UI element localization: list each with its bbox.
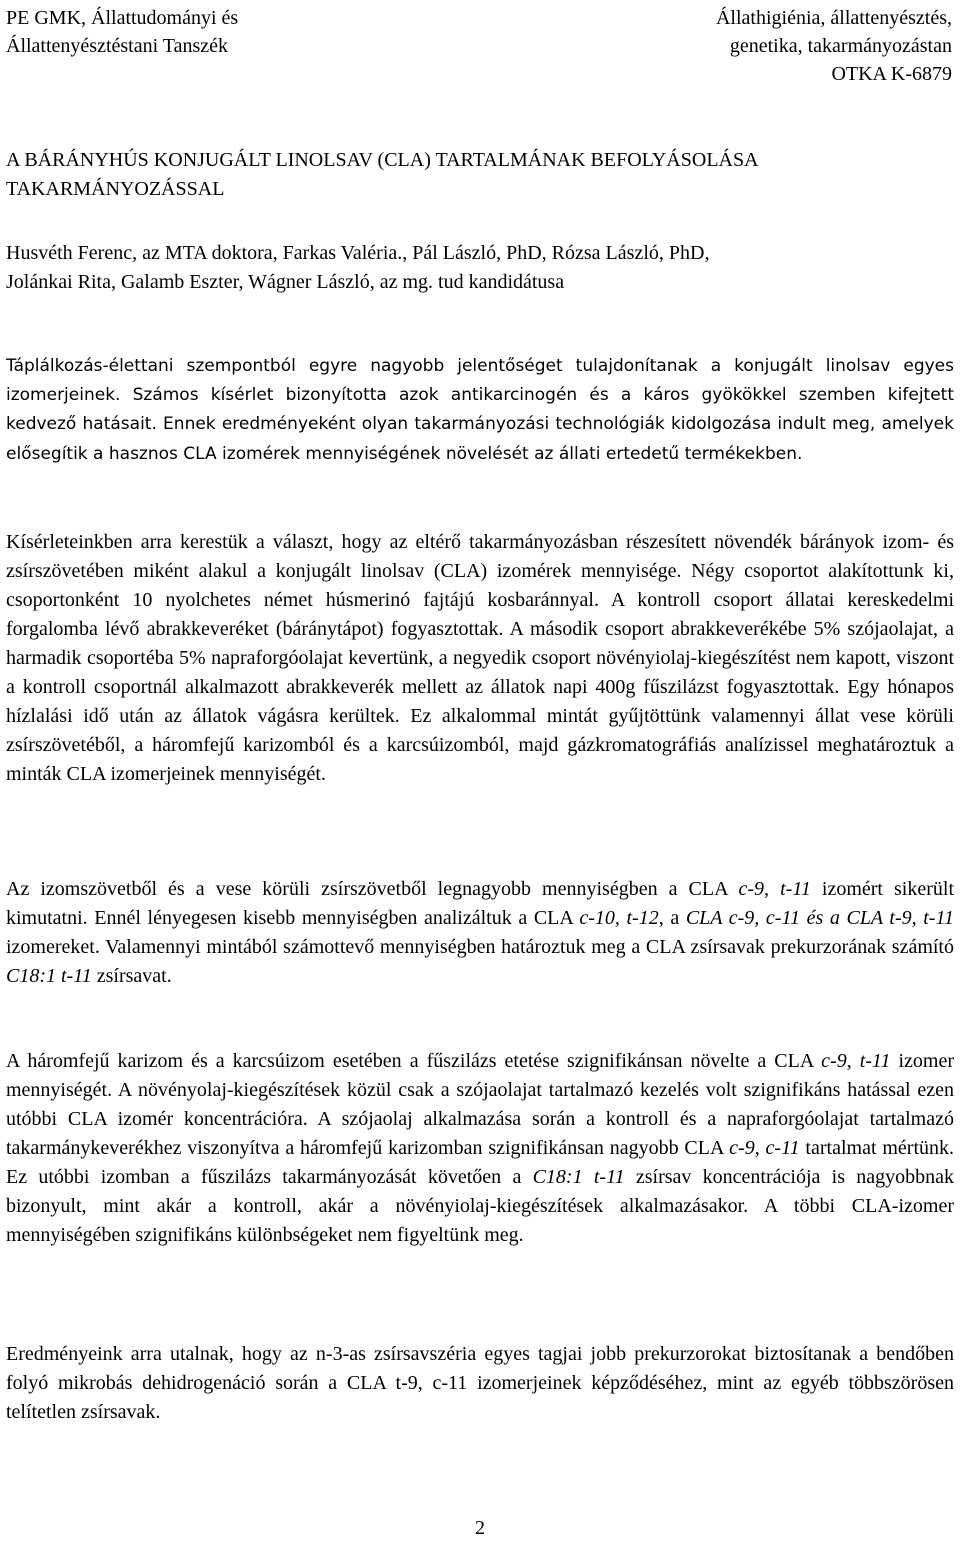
p3-text-5: zsírsavat. <box>91 965 172 987</box>
p3-text-1: Az izomszövetből és a vese körüli zsírszövetből legnagyobb mennyiségben a CLA <box>6 878 728 900</box>
p4-fatty-acid-c181: C18:1 t-11 <box>532 1166 625 1188</box>
header-institution <box>6 4 238 60</box>
paragraph-results-2 <box>6 1047 954 1250</box>
p3-fatty-acid-c181: C18:1 t-11 <box>6 965 92 987</box>
p4-text-3: tartalmat mértünk. Ez utóbbi izomban a fűszilázs takarmányozását követően a <box>6 1137 954 1188</box>
p3-isomer-c9t11: c-9, t-11 <box>738 878 811 900</box>
page-number: 2 <box>475 1517 485 1539</box>
p4-isomer-c9t11: c-9, t-11 <box>821 1050 891 1072</box>
p4-text-2: izomer mennyiségét. A növényolaj-kiegészítések közül csak a szójaolajat tartalmazó kezelés volt szignifikáns hatással ezen utóbbi CLA izomér koncentrációra. A szójaolaj alkalmazása során a kontroll és a napraforgóolajat tartalmazó takarmánykeverékhez viszonyítva a háromfejű karizomban szignifikánsan nagyobb CLA <box>6 1050 954 1159</box>
header-topics <box>716 4 952 88</box>
header-right-line-1: Állathigiénia, állattenyésztés, <box>715 7 952 29</box>
p3-text-2: izomért sikerült kimutatni. Ennél lényegesen kisebb mennyiségben analizáltuk a CLA <box>6 878 955 929</box>
p3-isomers-list: CLA c-9, c-11 és a CLA t-9, t-11 <box>685 907 954 929</box>
authors-line-1: Husvéth Ferenc, az MTA doktora, Farkas Valéria., Pál László, PhD, Rózsa László, PhD, <box>6 242 710 264</box>
authors-line-2: Jolánkai Rita, Galamb Eszter, Wágner László, az mg. tud kandidátusa <box>6 271 565 293</box>
paragraph-intro: Táplálkozás-élettani szempontból egyre nagyobb jelentőséget tulajdonítanak a konjugált linolsav egyes izomerjeinek. Számos kísérlet bizonyította azok antikarcinogén és a káros gyökökkel szemben kifejtett kedvező hatásait. Ennek eredményeként olyan takarmányozási technológiák kidolgozása indult meg, amelyek elősegítik a hasznos CLA izomérek mennyiségének növelését az állati ertedetű termékekben. <box>6 356 954 464</box>
document-title <box>6 146 954 204</box>
header-right-line-3: OTKA K-6879 <box>831 63 952 85</box>
p3-text-4: izomereket. Valamennyi mintából számottevő mennyiségben határoztuk meg a CLA zsírsavak prekurzorának számító <box>6 936 954 958</box>
header-left-line-1: PE GMK, Állattudományi és <box>6 7 239 29</box>
p3-text-3: , a <box>658 907 686 929</box>
paragraph-results-1 <box>6 875 954 991</box>
header-right-line-2: genetika, takarmányozástan <box>729 35 952 57</box>
p4-text-4: zsírsav koncentrációja is nagyobbnak bizonyult, mint akár a kontroll, akár a növényiolaj-kiegészítések alkalmazásakor. A többi CLA-izomer mennyiségében szignifikáns különbségeket nem figyeltünk meg. <box>6 1166 954 1246</box>
p4-isomer-c9c11: c-9, c-11 <box>729 1137 800 1159</box>
paragraph-methods: Kísérleteinkben arra kerestük a választ, hogy az eltérő takarmányozásban részesített növendék bárányok izom- és zsírszövetében miként alakul a konjugált linolsav (CLA) izomérek mennyisége. Négy csoportot alakítottunk ki, csoportonként 10 nyolchetes német húsmerinó fajtájú kosbaránnyal. A kontroll csoport állatai kereskedelmi forgalomba lévő abrakkeveréket (báránytápot) fogyasztottak. A második csoport abrakkeverékébe 5% szójaolajat, a harmadik csoportéba 5% napraforgóolajat kevertünk, a negyedik csoport növényiolaj-kiegészítést nem kapott, viszont a kontroll csoportnál alkalmazott abrakkeverék mellett az állatok napi 400g fűszilázst fogyasztottak. Egy hónapos hízlalási idő után az állatok vágásra kerültek. Ez alkalommal mintát gyűjtöttünk valamennyi állat vese körüli zsírszövetéből, a háromfejű karizomból és a karcsúizomból, majd gázkromatográfiás analízissel meghatároztuk a minták CLA izomerjeinek mennyiségét. <box>6 531 954 785</box>
p4-text-1: A háromfejű karizom és a karcsúizom esetében a fűszilázs etetése szignifikánsan növelte a CLA <box>6 1050 822 1072</box>
p3-isomer-c10t12: c-10, t-12 <box>579 907 659 929</box>
paragraph-conclusion: Eredményeink arra utalnak, hogy az n-3-as zsírsavszéria egyes tagjai jobb prekurzorokat biztosítanak a bendőben folyó mikrobás dehidrogenáció során a CLA t-9, c-11 izomerjeinek képződéséhez, mint az egyéb többszörösen telítetlen zsírsavak. <box>6 1343 954 1423</box>
author-list <box>6 239 954 297</box>
header-left-line-2: Állattenyésztéstani Tanszék <box>6 35 229 57</box>
title-line-2: TAKARMÁNYOZÁSSAL <box>6 178 225 200</box>
title-line-1: A BÁRÁNYHÚS KONJUGÁLT LINOLSAV (CLA) TARTALMÁNAK BEFOLYÁSOLÁSA <box>6 149 759 171</box>
